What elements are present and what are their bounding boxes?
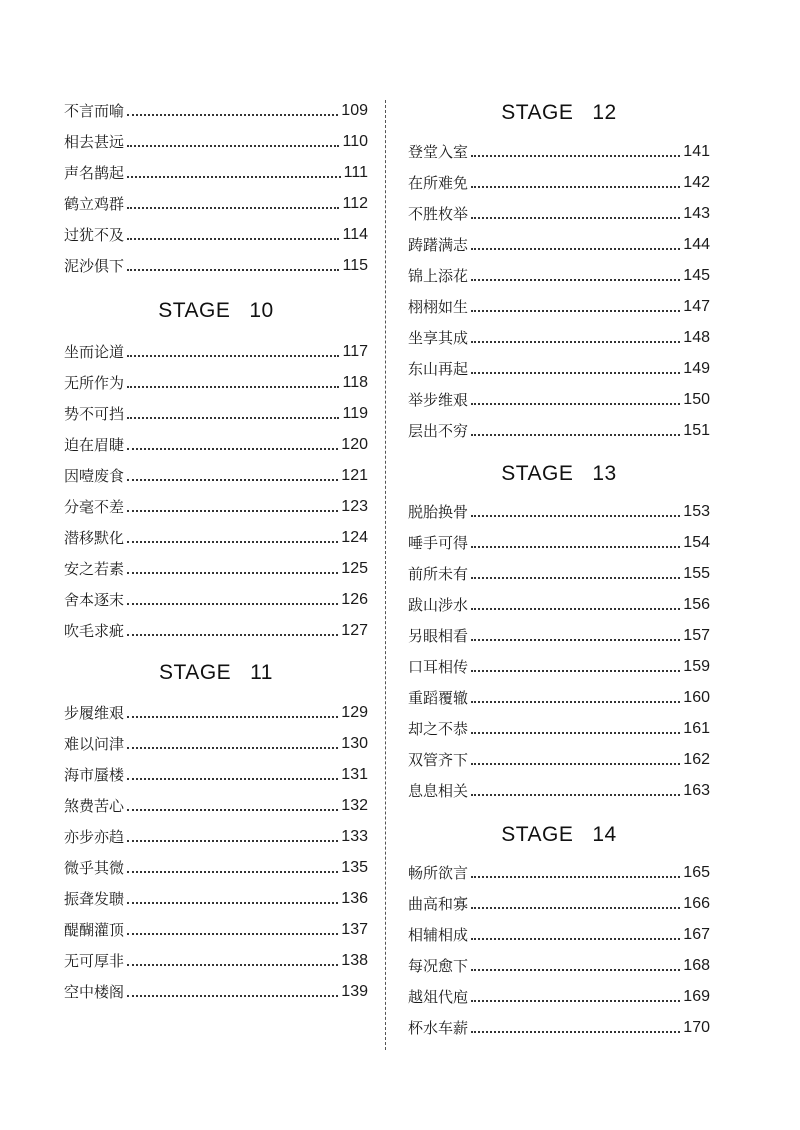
entry-page-number: 114	[342, 226, 368, 243]
dot-leader	[471, 876, 680, 878]
toc-entry	[64, 161, 368, 183]
entry-title: 杯水车薪	[408, 1019, 469, 1037]
entry-title: 鹤立鸡群	[64, 195, 125, 213]
entry-page-number: 127	[341, 622, 368, 639]
entry-title: 无所作为	[64, 374, 125, 392]
entry-page-number: 111	[343, 164, 368, 181]
entry-page-number: 161	[683, 720, 710, 737]
entry-page-number: 125	[341, 560, 368, 577]
entry-page-number: 137	[341, 921, 368, 938]
entry-page-number: 166	[683, 895, 710, 912]
entry-page-number: 139	[341, 983, 368, 1000]
entry-title: 跋山涉水	[408, 596, 469, 614]
toc-entry	[408, 593, 710, 615]
dot-leader	[471, 701, 680, 703]
entry-title: 坐而论道	[64, 343, 125, 361]
entry-page-number: 157	[683, 627, 710, 644]
entry-title: 微乎其微	[64, 859, 125, 877]
toc-entry	[408, 892, 710, 914]
entry-page-number: 168	[683, 957, 710, 974]
entry-page-number: 159	[683, 658, 710, 675]
entry-page-number: 151	[683, 422, 710, 439]
dot-leader	[127, 417, 339, 419]
entry-title: 泥沙俱下	[64, 257, 125, 275]
entry-page-number: 169	[683, 988, 710, 1005]
dot-leader	[471, 217, 680, 219]
entry-title: 脱胎换骨	[408, 503, 469, 521]
entry-page-number: 118	[342, 374, 368, 391]
toc-entry	[64, 526, 368, 548]
entry-title: 东山再起	[408, 360, 469, 378]
toc-entry	[64, 433, 368, 455]
entry-title: 过犹不及	[64, 226, 125, 244]
entry-page-number: 147	[683, 298, 710, 315]
toc-entry	[408, 748, 710, 770]
entry-title: 无可厚非	[64, 952, 125, 970]
entry-page-number: 109	[341, 102, 368, 119]
entry-title: 双管齐下	[408, 751, 469, 769]
entry-page-number: 141	[683, 143, 710, 160]
column-divider	[385, 100, 386, 1050]
toc-entry	[64, 856, 368, 878]
entry-page-number: 112	[342, 195, 368, 212]
entry-page-number: 163	[683, 782, 710, 799]
dot-leader	[471, 608, 680, 610]
toc-entry	[408, 500, 710, 522]
toc-entry	[64, 557, 368, 579]
dot-leader	[471, 1000, 680, 1002]
entry-title: 分毫不差	[64, 498, 125, 516]
dot-leader	[127, 902, 338, 904]
toc-entry	[408, 202, 710, 224]
toc-entry	[408, 779, 710, 801]
entry-page-number: 155	[683, 565, 710, 582]
toc-entry	[408, 295, 710, 317]
dot-leader	[471, 515, 680, 517]
entry-page-number: 110	[342, 133, 368, 150]
dot-leader	[127, 386, 339, 388]
toc-entry	[64, 464, 368, 486]
entry-page-number: 143	[683, 205, 710, 222]
entry-page-number: 154	[683, 534, 710, 551]
entry-page-number: 148	[683, 329, 710, 346]
dot-leader	[471, 732, 680, 734]
dot-leader	[471, 434, 680, 436]
dot-leader	[471, 763, 680, 765]
dot-leader	[127, 238, 339, 240]
entry-page-number: 145	[683, 267, 710, 284]
stage-heading: STAGE 11	[159, 661, 273, 684]
entry-title: 踌躇满志	[408, 236, 469, 254]
dot-leader	[127, 176, 341, 178]
dot-leader	[471, 186, 680, 188]
entry-title: 亦步亦趋	[64, 828, 125, 846]
toc-entry	[64, 949, 368, 971]
entry-title: 坐享其成	[408, 329, 469, 347]
dot-leader	[471, 403, 680, 405]
entry-title: 登堂入室	[408, 143, 469, 161]
dot-leader	[127, 840, 338, 842]
entry-title: 重蹈覆辙	[408, 689, 469, 707]
dot-leader	[127, 510, 338, 512]
entry-page-number: 160	[683, 689, 710, 706]
toc-entry	[64, 980, 368, 1002]
stage-heading: STAGE 13	[501, 462, 617, 485]
entry-page-number: 153	[683, 503, 710, 520]
toc-entry	[64, 402, 368, 424]
dot-leader	[471, 670, 680, 672]
entry-page-number: 132	[341, 797, 368, 814]
entry-title: 煞费苦心	[64, 797, 125, 815]
toc-entry	[64, 588, 368, 610]
toc-entry	[408, 1016, 710, 1038]
dot-leader	[127, 572, 338, 574]
toc-entry	[408, 233, 710, 255]
dot-leader	[127, 448, 338, 450]
entry-title: 相去甚远	[64, 133, 125, 151]
toc-entry	[64, 254, 368, 276]
entry-title: 难以问津	[64, 735, 125, 753]
entry-page-number: 156	[683, 596, 710, 613]
toc-entry	[408, 954, 710, 976]
entry-page-number: 121	[341, 467, 368, 484]
entry-page-number: 136	[341, 890, 368, 907]
entry-title: 势不可挡	[64, 405, 125, 423]
toc-entry	[408, 419, 710, 441]
toc-entry	[64, 495, 368, 517]
toc-entry	[408, 686, 710, 708]
stage-heading: STAGE 14	[501, 823, 617, 846]
dot-leader	[471, 341, 680, 343]
entry-title: 曲高和寡	[408, 895, 469, 913]
entry-title: 潜移默化	[64, 529, 125, 547]
toc-entry	[64, 763, 368, 785]
entry-title: 越俎代庖	[408, 988, 469, 1006]
dot-leader	[471, 546, 680, 548]
entry-title: 层出不穷	[408, 422, 469, 440]
entry-page-number: 135	[341, 859, 368, 876]
entry-title: 步履维艰	[64, 704, 125, 722]
dot-leader	[127, 995, 338, 997]
dot-leader	[127, 747, 338, 749]
dot-leader	[127, 809, 338, 811]
dot-leader	[127, 541, 338, 543]
dot-leader	[471, 279, 680, 281]
entry-page-number: 124	[341, 529, 368, 546]
entry-page-number: 131	[341, 766, 368, 783]
entry-title: 声名鹊起	[64, 164, 125, 182]
toc-entry	[408, 388, 710, 410]
toc-entry	[408, 326, 710, 348]
dot-leader	[127, 778, 338, 780]
entry-title: 在所难免	[408, 174, 469, 192]
entry-page-number: 117	[342, 343, 368, 360]
dot-leader	[471, 1031, 680, 1033]
entry-page-number: 126	[341, 591, 368, 608]
toc-entry	[64, 701, 368, 723]
toc-entry	[408, 655, 710, 677]
dot-leader	[471, 248, 680, 250]
stage-heading: STAGE 10	[158, 299, 274, 322]
entry-title: 吹毛求疵	[64, 622, 125, 640]
entry-title: 前所未有	[408, 565, 469, 583]
entry-page-number: 144	[683, 236, 710, 253]
entry-title: 相辅相成	[408, 926, 469, 944]
entry-page-number: 150	[683, 391, 710, 408]
toc-entry	[408, 861, 710, 883]
dot-leader	[471, 938, 680, 940]
entry-title: 不胜枚举	[408, 205, 469, 223]
toc-entry	[408, 264, 710, 286]
toc-entry	[64, 825, 368, 847]
toc-entry	[64, 99, 368, 121]
toc-entry	[408, 140, 710, 162]
entry-page-number: 133	[341, 828, 368, 845]
entry-page-number: 119	[342, 405, 368, 422]
toc-entry	[64, 130, 368, 152]
toc-entry	[408, 562, 710, 584]
entry-page-number: 149	[683, 360, 710, 377]
toc-entry	[64, 223, 368, 245]
entry-title: 栩栩如生	[408, 298, 469, 316]
toc-entry	[408, 624, 710, 646]
entry-page-number: 123	[341, 498, 368, 515]
toc-entry	[408, 531, 710, 553]
dot-leader	[127, 145, 339, 147]
dot-leader	[127, 355, 339, 357]
entry-page-number: 170	[683, 1019, 710, 1036]
dot-leader	[127, 871, 338, 873]
dot-leader	[471, 639, 680, 641]
entry-page-number: 165	[683, 864, 710, 881]
toc-entry	[64, 371, 368, 393]
entry-title: 海市蜃楼	[64, 766, 125, 784]
dot-leader	[127, 634, 338, 636]
entry-page-number: 162	[683, 751, 710, 768]
toc-entry	[408, 171, 710, 193]
entry-title: 振聋发聩	[64, 890, 125, 908]
entry-title: 每况愈下	[408, 957, 469, 975]
entry-title: 安之若素	[64, 560, 125, 578]
dot-leader	[471, 310, 680, 312]
entry-page-number: 129	[341, 704, 368, 721]
dot-leader	[127, 114, 338, 116]
dot-leader	[471, 907, 680, 909]
toc-entry	[64, 794, 368, 816]
entry-title: 醍醐灌顶	[64, 921, 125, 939]
entry-page-number: 120	[341, 436, 368, 453]
entry-title: 唾手可得	[408, 534, 469, 552]
entry-title: 不言而喻	[64, 102, 125, 120]
entry-title: 畅所欲言	[408, 864, 469, 882]
entry-title: 另眼相看	[408, 627, 469, 645]
toc-entry	[64, 918, 368, 940]
entry-page-number: 142	[683, 174, 710, 191]
dot-leader	[127, 964, 338, 966]
dot-leader	[127, 933, 338, 935]
toc-entry	[408, 985, 710, 1007]
entry-page-number: 130	[341, 735, 368, 752]
entry-title: 舍本逐末	[64, 591, 125, 609]
toc-entry	[64, 340, 368, 362]
entry-title: 空中楼阁	[64, 983, 125, 1001]
entry-title: 锦上添花	[408, 267, 469, 285]
toc-entry	[408, 357, 710, 379]
entry-title: 因噎废食	[64, 467, 125, 485]
dot-leader	[127, 269, 339, 271]
dot-leader	[471, 372, 680, 374]
toc-entry	[64, 619, 368, 641]
entry-page-number: 167	[683, 926, 710, 943]
toc-entry	[408, 923, 710, 945]
entry-title: 口耳相传	[408, 658, 469, 676]
dot-leader	[127, 716, 338, 718]
dot-leader	[471, 794, 680, 796]
entry-page-number: 138	[341, 952, 368, 969]
entry-title: 迫在眉睫	[64, 436, 125, 454]
entry-page-number: 115	[342, 257, 368, 274]
entry-title: 却之不恭	[408, 720, 469, 738]
dot-leader	[127, 479, 338, 481]
toc-entry	[64, 887, 368, 909]
toc-entry	[64, 732, 368, 754]
dot-leader	[471, 155, 680, 157]
entry-title: 息息相关	[408, 782, 469, 800]
toc-entry	[408, 717, 710, 739]
dot-leader	[127, 603, 338, 605]
dot-leader	[471, 969, 680, 971]
entry-title: 举步维艰	[408, 391, 469, 409]
dot-leader	[471, 577, 680, 579]
toc-entry	[64, 192, 368, 214]
stage-heading: STAGE 12	[501, 101, 617, 124]
dot-leader	[127, 207, 339, 209]
